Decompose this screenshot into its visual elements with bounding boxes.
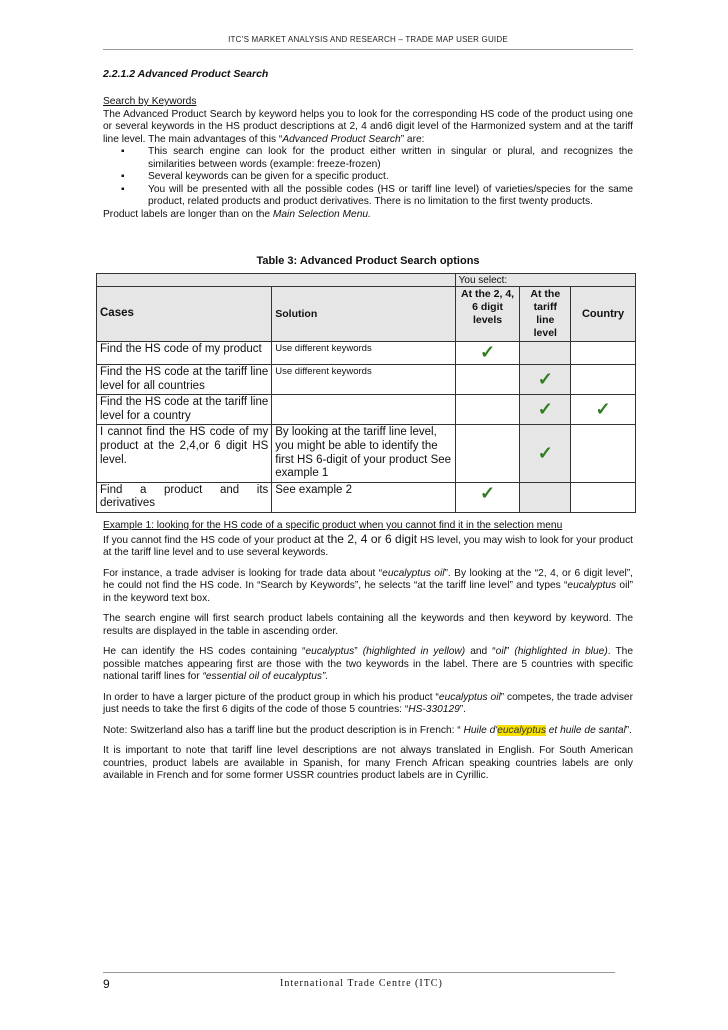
solution-cell	[272, 395, 455, 425]
checkmark-icon: ✓	[537, 398, 553, 419]
paragraph: In order to have a larger picture of the product group in which his product “eucalyptus oil” competes, the trade adviser just needs to take the first 6 digits of the code of those 5 countries: “HS-330129”.	[103, 691, 633, 715]
highlighted-keyword: eucalyptus	[497, 724, 546, 736]
header-cases: Cases	[97, 287, 272, 342]
table-row	[97, 342, 636, 365]
list-item: ▪ This search engine can look for the product either written in singular or plural, and recognizes the similarities between words (example: freeze-frozen)	[148, 146, 633, 171]
keyword-search-intro: The Advanced Product Search by keyword helps you to look for the corresponding HS code of the product using one or several keywords in the HS product descriptions at 2, 4 and6 digit level of the Harmonized system and at the tariff line level. The main advantages of this “Advanced Product Search” are:	[103, 108, 633, 145]
table-header-spacer	[97, 274, 456, 287]
paragraph: Note: Switzerland also has a tariff line but the product description is in French: “ Huile d'eucalyptus et huile de santal”.	[103, 724, 633, 736]
checkmark-icon: ✓	[480, 342, 496, 362]
case-cell: Find the HS code at the tariff line level for all countries	[97, 365, 272, 395]
solution-cell: Use different keywords	[272, 365, 455, 395]
keyword-search-title: Search by Keywords	[103, 96, 197, 107]
section-heading: 2.2.1.2 Advanced Product Search	[103, 68, 269, 80]
search-options-table	[96, 273, 636, 513]
table-caption: Table 3: Advanced Product Search options	[256, 255, 480, 267]
checkmark-icon: ✓	[480, 482, 496, 503]
keyword-search-section	[103, 96, 633, 221]
footer-organization: International Trade Centre (ITC)	[280, 978, 443, 989]
page-number: 9	[103, 977, 110, 991]
list-item: ▪ Several keywords can be given for a specific product.	[148, 171, 633, 184]
checkmark-icon: ✓	[537, 442, 553, 463]
table-row	[97, 395, 636, 425]
header-tariff-line: At the tariff line level	[520, 287, 571, 342]
header-digit-levels: At the 2, 4, 6 digit levels	[455, 287, 520, 342]
solution-cell: By looking at the tariff line level, you might be able to identify the first HS 6-digit of your product See example 1	[272, 425, 455, 482]
header-country: Country	[571, 287, 636, 342]
solution-cell: Use different keywords	[272, 342, 455, 365]
case-cell: Find a product and its derivatives	[97, 482, 272, 512]
paragraph: If you cannot find the HS code of your product at the 2, 4 or 6 digit HS level, you may wish to look for your product at the tariff line level and to use several keywords.	[103, 531, 634, 558]
footer-divider	[103, 972, 615, 973]
example-1-section	[103, 520, 633, 783]
table-row	[97, 425, 636, 482]
paragraph: It is important to note that tariff line level descriptions are not always translated in English. For South American countries, product labels are available in Spanish, for many French African speaking countries labels are only available in French and for some former USSR countries product labels are in Cyrillic.	[103, 745, 633, 781]
list-item: ▪ You will be presented with all the possible codes (HS or tariff line level) of varieties/species for the same product, related products and product derivatives. There is no limitation to the first twenty products.	[148, 184, 633, 209]
case-cell: I cannot find the HS code of my product at the 2,4,or 6 digit HS level.	[97, 425, 272, 482]
case-cell: Find the HS code of my product	[97, 342, 272, 365]
paragraph: He can identify the HS codes containing “eucalyptus” (highlighted in yellow) and “oil” (highlighted in blue). The possible matches appearing first are those with the two keywords in the label. There are 5 countries with specific national tariff lines for “essential oil of eucalyptus”.	[103, 646, 633, 682]
solution-cell: See example 2	[272, 482, 455, 512]
header-divider	[103, 49, 633, 50]
running-header: ITC’S MARKET ANALYSIS AND RESEARCH – TRADE MAP USER GUIDE	[228, 35, 508, 44]
you-select-label: You select:	[455, 274, 635, 287]
paragraph: The search engine will first search product labels containing all the keywords and then keyword by keyword. The results are displayed in the table in ascending order.	[103, 613, 633, 637]
checkmark-icon: ✓	[537, 368, 553, 389]
keyword-search-outro: Product labels are longer than on the Main Selection Menu.	[103, 208, 371, 220]
case-cell: Find the HS code at the tariff line level for a country	[97, 395, 272, 425]
table-row	[97, 482, 636, 512]
header-solution: Solution	[272, 287, 455, 342]
checkmark-icon: ✓	[595, 398, 611, 419]
advantages-list	[103, 146, 633, 209]
example-1-title: Example 1: looking for the HS code of a specific product when you cannot find it in the selection menu	[103, 520, 563, 531]
table-row	[97, 365, 636, 395]
paragraph: For instance, a trade adviser is looking for trade data about “eucalyptus oil”. By looking at the “2, 4, or 6 digit level”, he could not find the HS code. In “Search by Keywords”, he selects “at the tariff line level” and types “eucalyptus oil” in the keyword text box.	[103, 567, 633, 604]
